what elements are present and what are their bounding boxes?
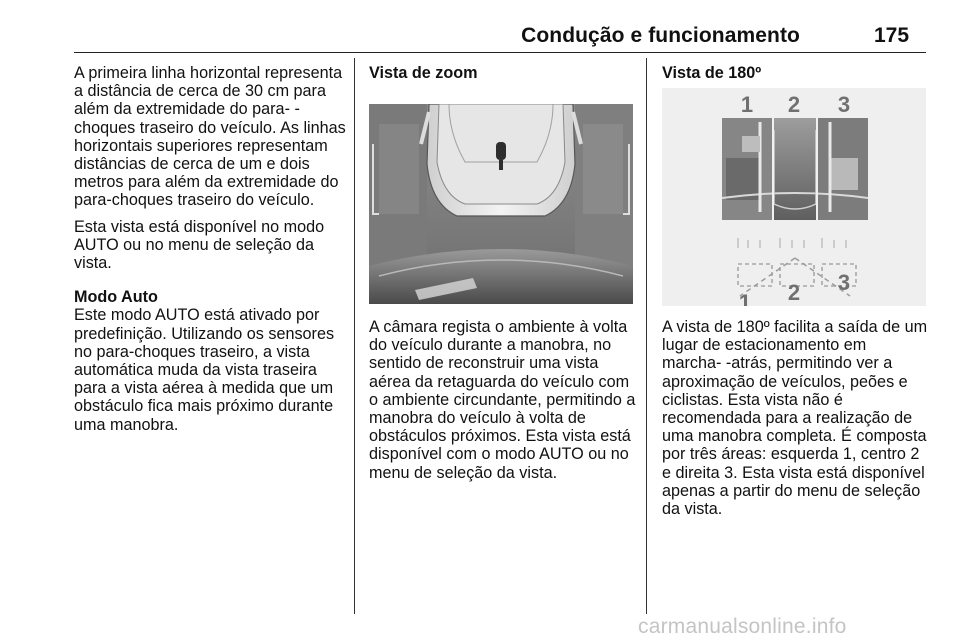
watermark: carmanualsonline.info [638,615,847,638]
figure-label-bottom-3: 3 [837,270,851,295]
page-number: 175 [874,24,910,47]
column-3-body [662,318,930,526]
column-3 [662,64,928,82]
180-view-figure [662,88,926,306]
column-1 [74,64,346,442]
column-2-body [369,318,639,490]
figure-label-top-3: 3 [837,92,851,117]
header-rule [74,52,926,53]
figure-label-top-2: 2 [787,92,801,117]
paragraph-zoom-view: A câmara regista o ambiente à volta do veículo durante a manobra, no sentido de reconstruir uma vista aérea da retaguarda do veículo com o ambiente circundante, permitindo a manobra do veículo à volta de obstáculos próximos. Esta vista está disponível com o modo AUTO ou no menu de seleção da vista. [369,318,636,482]
paragraph-availability: Esta vista está disponível no modo AUTO ou no menu de seleção da vista. [74,217,325,273]
subheading-auto-mode: Modo Auto [74,288,158,307]
figure-label-bottom-1: 1 [738,290,752,306]
column-2 [369,64,635,82]
column-divider-1 [354,58,355,614]
column-divider-2 [646,58,647,614]
heading-180-view: Vista de 180º [662,64,762,82]
page-header-title: Condução e funcionamento [521,24,800,47]
zoom-view-figure [369,104,633,304]
heading-zoom-view: Vista de zoom [369,64,478,82]
paragraph-horizontal-lines: A primeira linha horizontal representa a distância de cerca de 30 cm para além da extremidade do para- -choques traseiro do veículo. As linhas horizontais superiores representam distâncias de cerca de um e dois metros para além da extremidade do para-choques traseiro do veículo. [74,64,346,210]
figure-label-top-1: 1 [740,92,754,117]
figure-label-bottom-2: 2 [787,280,801,305]
paragraph-180-view: A vista de 180º facilita a saída de um lugar de estacionamento em marcha- -atrás, permitindo ver a aproximação de veículos, peões e ciclistas. Esta vista não é recomendada para a realização de uma manobra completa. É composta por três áreas: esquerda 1, centro 2 e direita 3. Esta vista está disponível apenas a partir do menu de seleção da vista. [662,318,928,519]
paragraph-auto-mode: Este modo AUTO está ativado por predefinição. Utilizando os sensores no para-choques traseiro, a vista automática muda da vista traseira para a vista aérea à medida que um obstáculo fica mais próximo durante uma manobra. [74,306,335,434]
